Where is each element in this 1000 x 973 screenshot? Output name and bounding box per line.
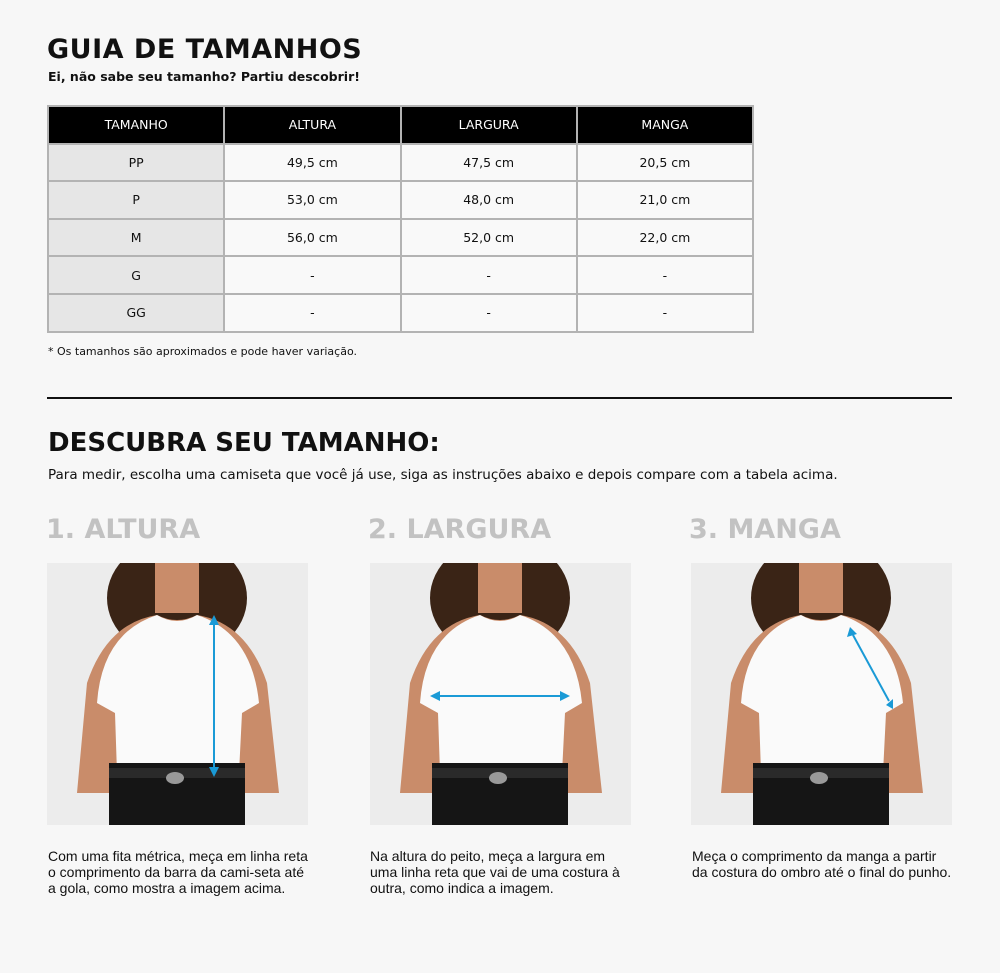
- altura-instructions: Com uma fita métrica, meça em linha reta o comprimento da barra da cami-seta até a gola, como mostra a imagem acima.: [48, 848, 308, 896]
- measurement-cell: 56,0 cm: [224, 219, 400, 257]
- manga-measurement-image: [691, 563, 952, 825]
- table-row: [48, 256, 753, 294]
- measurement-cell: 49,5 cm: [224, 144, 400, 182]
- altura-measurement-image: [47, 563, 308, 825]
- size-cell: PP: [48, 144, 224, 182]
- step-title-manga: 3. MANGA: [689, 514, 841, 545]
- size-note: * Os tamanhos são aproximados e pode haver variação.: [48, 345, 357, 358]
- size-table: [47, 105, 754, 333]
- column-header: TAMANHO: [48, 106, 224, 144]
- size-cell: GG: [48, 294, 224, 332]
- divider: [47, 397, 952, 399]
- manga-instructions: Meça o comprimento da manga a partir da costura do ombro até o final do punho.: [692, 848, 952, 880]
- size-cell: P: [48, 181, 224, 219]
- column-header: LARGURA: [401, 106, 577, 144]
- page-title: GUIA DE TAMANHOS: [47, 34, 363, 65]
- discover-subtitle: Para medir, escolha uma camiseta que você já use, siga as instruções abaixo e depois compare com a tabela acima.: [48, 467, 838, 483]
- table-row: [48, 181, 753, 219]
- step-title-altura: 1. ALTURA: [46, 514, 201, 545]
- column-header: ALTURA: [224, 106, 400, 144]
- page-subtitle: Ei, não sabe seu tamanho? Partiu descobrir!: [48, 69, 360, 84]
- measurement-cell: 21,0 cm: [577, 181, 753, 219]
- table-row: [48, 144, 753, 182]
- measurement-cell: -: [224, 256, 400, 294]
- table-row: [48, 294, 753, 332]
- measurement-cell: -: [401, 256, 577, 294]
- largura-measurement-image: [370, 563, 631, 825]
- measurement-cell: 52,0 cm: [401, 219, 577, 257]
- measurement-cell: -: [577, 294, 753, 332]
- measurement-cell: 53,0 cm: [224, 181, 400, 219]
- table-row: [48, 219, 753, 257]
- measurement-cell: -: [577, 256, 753, 294]
- size-cell: G: [48, 256, 224, 294]
- measurement-cell: 22,0 cm: [577, 219, 753, 257]
- measurement-cell: -: [401, 294, 577, 332]
- largura-instructions: Na altura do peito, meça a largura em uma linha reta que vai de uma costura à outra, como indica a imagem.: [370, 848, 620, 896]
- size-cell: M: [48, 219, 224, 257]
- column-header: MANGA: [577, 106, 753, 144]
- discover-title: DESCUBRA SEU TAMANHO:: [48, 428, 440, 458]
- measurement-cell: 20,5 cm: [577, 144, 753, 182]
- step-title-largura: 2. LARGURA: [368, 514, 552, 545]
- measurement-cell: -: [224, 294, 400, 332]
- measurement-cell: 47,5 cm: [401, 144, 577, 182]
- measurement-cell: 48,0 cm: [401, 181, 577, 219]
